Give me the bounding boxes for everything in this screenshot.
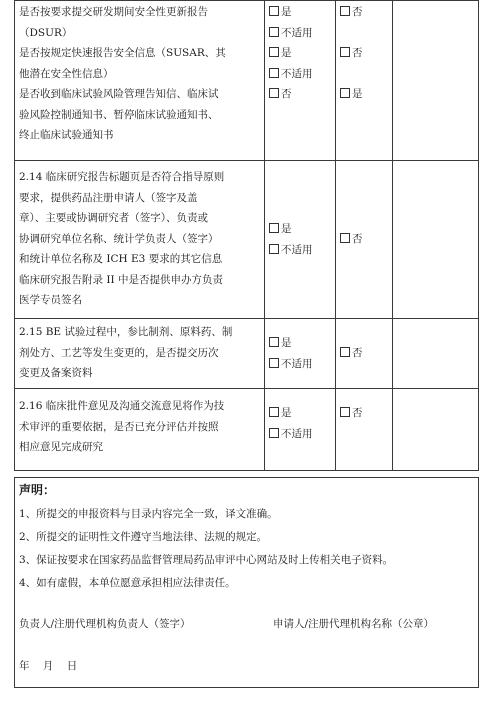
checkbox-icon[interactable]	[340, 6, 350, 16]
question-line: 他潜在安全性信息）	[19, 67, 114, 80]
question-line: 剂处方、工艺等发生变更的，是否提交历次	[19, 346, 219, 359]
checkbox-option[interactable]: 不适用	[269, 240, 331, 261]
checkbox-icon[interactable]	[269, 68, 279, 78]
question-line: （DSUR）	[19, 26, 73, 39]
checkbox-option[interactable]: 是	[340, 84, 388, 105]
question-line: 变更及备案资料	[19, 367, 93, 379]
declaration-box	[14, 477, 479, 688]
checkbox-option[interactable]: 否	[340, 43, 388, 64]
checkbox-icon[interactable]	[269, 6, 279, 16]
declaration-item: 3、保证按要求在国家药品监督管理局药品审评中心网站及时上传相关电子资料。	[19, 554, 394, 566]
checkbox-option[interactable]: 不适用	[269, 23, 331, 44]
checkbox-icon[interactable]	[269, 88, 279, 98]
checkbox-icon[interactable]	[269, 47, 279, 57]
checkbox-icon[interactable]	[269, 337, 279, 347]
remarks-cell[interactable]	[393, 1, 479, 161]
checkbox-option[interactable]: 是	[269, 219, 331, 240]
question-line: 医学专员签名	[19, 294, 82, 306]
question-line: 2.16 临床批件意见及沟通交流意见将作为技	[19, 400, 225, 412]
checkbox-icon[interactable]	[340, 233, 350, 243]
declaration-item: 4、如有虚假，本单位愿意承担相应法律责任。	[19, 577, 236, 589]
question-line: 相应意见完成研究	[19, 441, 103, 453]
table-row	[15, 161, 479, 319]
checkbox-option[interactable]: 不适用	[269, 64, 331, 85]
question-line: 是否按要求提交研发期间安全性更新报告	[19, 6, 208, 18]
option-cell	[336, 319, 393, 389]
checkbox-option[interactable]: 否	[340, 343, 388, 364]
checkbox-icon[interactable]	[269, 407, 279, 417]
checkbox-option[interactable]: 是	[269, 403, 331, 424]
checkbox-option[interactable]: 否	[340, 403, 388, 424]
question-line: 终止临床试验通知书	[19, 129, 114, 141]
checkbox-option[interactable]: 是	[269, 2, 331, 23]
question-line: 临床研究报告附录 II 中是否提供申办方负责	[19, 273, 223, 286]
checkbox-option[interactable]: 否	[269, 84, 331, 105]
checkbox-icon[interactable]	[340, 407, 350, 417]
question-line: 术审评的重要依据，是否已充分评估并按照	[19, 420, 219, 433]
question-line: 是否收到临床试验风险管理告知信、临床试	[19, 88, 219, 100]
question-line: 协调研究单位名称、统计学负责人（签字）	[19, 232, 219, 245]
checkbox-option[interactable]: 不适用	[269, 354, 331, 375]
checkbox-icon[interactable]	[269, 223, 279, 233]
question-line: 和统计单位名称及 ICH E3 要求的其它信息	[19, 253, 223, 265]
option-cell	[265, 319, 336, 389]
question-cell	[15, 389, 265, 471]
question-cell	[15, 1, 265, 161]
table-row	[15, 389, 479, 471]
checkbox-icon[interactable]	[269, 244, 279, 254]
table-row	[15, 1, 479, 161]
checkbox-option[interactable]: 是	[269, 333, 331, 354]
checkbox-option[interactable]: 否	[340, 229, 388, 250]
checkbox-option[interactable]: 是	[269, 43, 331, 64]
question-line: 2.14 临床研究报告标题页是否符合指导原则	[19, 171, 225, 183]
option-cell	[336, 161, 393, 319]
checkbox-icon[interactable]	[340, 347, 350, 357]
question-line: 验风险控制通知书、暂停临床试验通知书、	[19, 108, 219, 121]
signature-left-label: 负责人/注册代理机构负责人（签字）	[19, 618, 191, 630]
checkbox-option[interactable]: 不适用	[269, 424, 331, 445]
checkbox-icon[interactable]	[340, 47, 350, 57]
checkbox-icon[interactable]	[269, 27, 279, 37]
checkbox-icon[interactable]	[269, 358, 279, 368]
checkbox-option[interactable]: 否	[340, 2, 388, 23]
question-line: 是否按规定快速报告安全信息（SUSAR、其	[19, 47, 226, 59]
date-label: 年 月 日	[19, 660, 78, 672]
option-cell	[265, 1, 336, 161]
remarks-cell[interactable]	[393, 161, 479, 319]
remarks-cell[interactable]	[393, 319, 479, 389]
checkbox-icon[interactable]	[340, 88, 350, 98]
question-line: 章）、主要或协调研究者（签字）、负责或	[19, 212, 208, 224]
question-line: 2.15 BE 试验过程中，参比制剂、原料药、制	[19, 326, 233, 338]
declaration-item: 1、所提交的申报资料与目录内容完全一致，译文准确。	[19, 508, 278, 520]
table-row	[15, 319, 479, 389]
option-cell	[336, 1, 393, 161]
option-cell	[265, 161, 336, 319]
checkbox-icon[interactable]	[269, 428, 279, 438]
declaration-item: 2、所提交的证明性文件遵守当地法律、法规的规定。	[19, 531, 268, 543]
signature-right-label: 申请人/注册代理机构名称（公章）	[273, 618, 435, 630]
remarks-cell[interactable]	[393, 389, 479, 471]
question-line: 要求，提供药品注册申请人（签字及盖	[19, 191, 198, 204]
option-cell	[265, 389, 336, 471]
question-cell	[15, 319, 265, 389]
declaration-title: 声明：	[19, 483, 56, 497]
checklist-table	[14, 0, 479, 471]
option-cell	[336, 389, 393, 471]
question-cell	[15, 161, 265, 319]
